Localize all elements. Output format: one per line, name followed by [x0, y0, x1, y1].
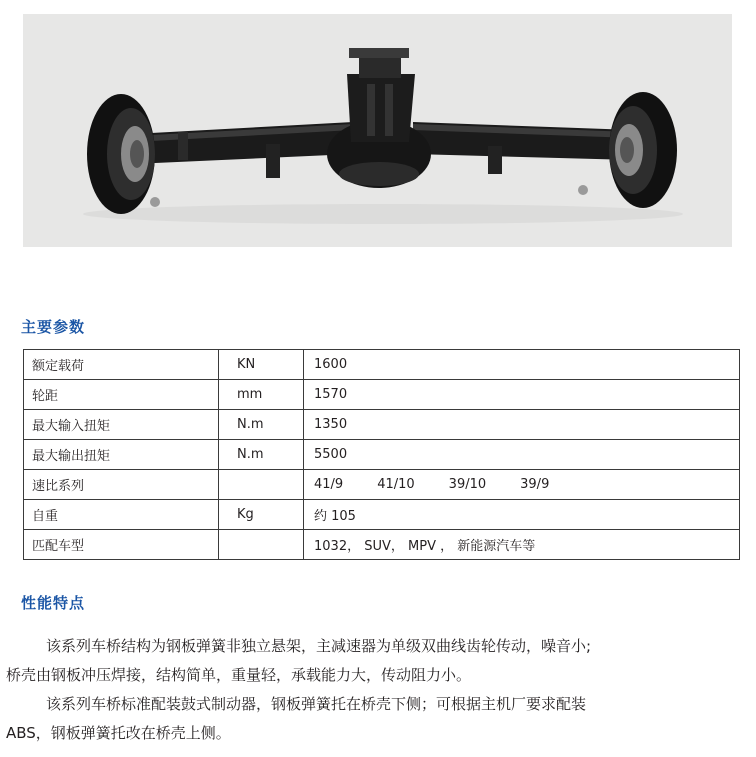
param-unit — [219, 530, 304, 560]
params-section-title: 主要参数 — [21, 318, 86, 336]
param-value — [304, 470, 740, 500]
param-value: 1570 — [304, 380, 740, 410]
param-unit — [219, 470, 304, 500]
table-row — [24, 350, 740, 380]
table-row — [24, 530, 740, 560]
param-unit: mm — [219, 380, 304, 410]
product-photo — [23, 14, 732, 247]
param-value: 1350 — [304, 410, 740, 440]
table-row — [24, 410, 740, 440]
param-unit: N.m — [219, 410, 304, 440]
table-row — [24, 380, 740, 410]
param-name: 自重 — [24, 500, 219, 530]
param-unit: Kg — [219, 500, 304, 530]
param-unit: KN — [219, 350, 304, 380]
param-unit: N.m — [219, 440, 304, 470]
ratio-value: 39/9 — [520, 477, 550, 492]
param-value: 约 105 — [304, 500, 740, 530]
feature-paragraph — [6, 690, 750, 748]
feature-line: ABS，钢板弹簧托改在桥壳上侧。 — [6, 724, 231, 742]
param-name: 轮距 — [24, 380, 219, 410]
param-name: 额定载荷 — [24, 350, 219, 380]
table-row — [24, 500, 740, 530]
param-value: 5500 — [304, 440, 740, 470]
feature-line: 该系列车桥标准配装鼓式制动器，钢板弹簧托在桥壳下侧；可根据主机厂要求配装 — [46, 695, 587, 713]
table-row — [24, 470, 740, 500]
ratio-value: 41/9 — [314, 477, 344, 492]
feature-line: 桥壳由钢板冲压焊接，结构简单，重量轻，承载能力大，传动阻力小。 — [6, 666, 472, 684]
param-value: 1600 — [304, 350, 740, 380]
ratio-value: 41/10 — [377, 477, 415, 492]
param-name: 最大输入扭矩 — [24, 410, 219, 440]
param-name: 速比系列 — [24, 470, 219, 500]
param-value: 1032， SUV， MPV ， 新能源汽车等 — [304, 530, 740, 560]
feature-paragraph — [6, 632, 750, 690]
feature-line: 该系列车桥结构为钢板弹簧非独立悬架，主减速器为单级双曲线齿轮传动，噪音小; — [46, 637, 592, 655]
param-name: 最大输出扭矩 — [24, 440, 219, 470]
features-section-title: 性能特点 — [21, 594, 86, 612]
param-name: 匹配车型 — [24, 530, 219, 560]
rear-axle-illustration — [23, 14, 732, 247]
params-table — [23, 349, 740, 560]
ratio-value: 39/10 — [448, 477, 487, 492]
table-row — [24, 440, 740, 470]
